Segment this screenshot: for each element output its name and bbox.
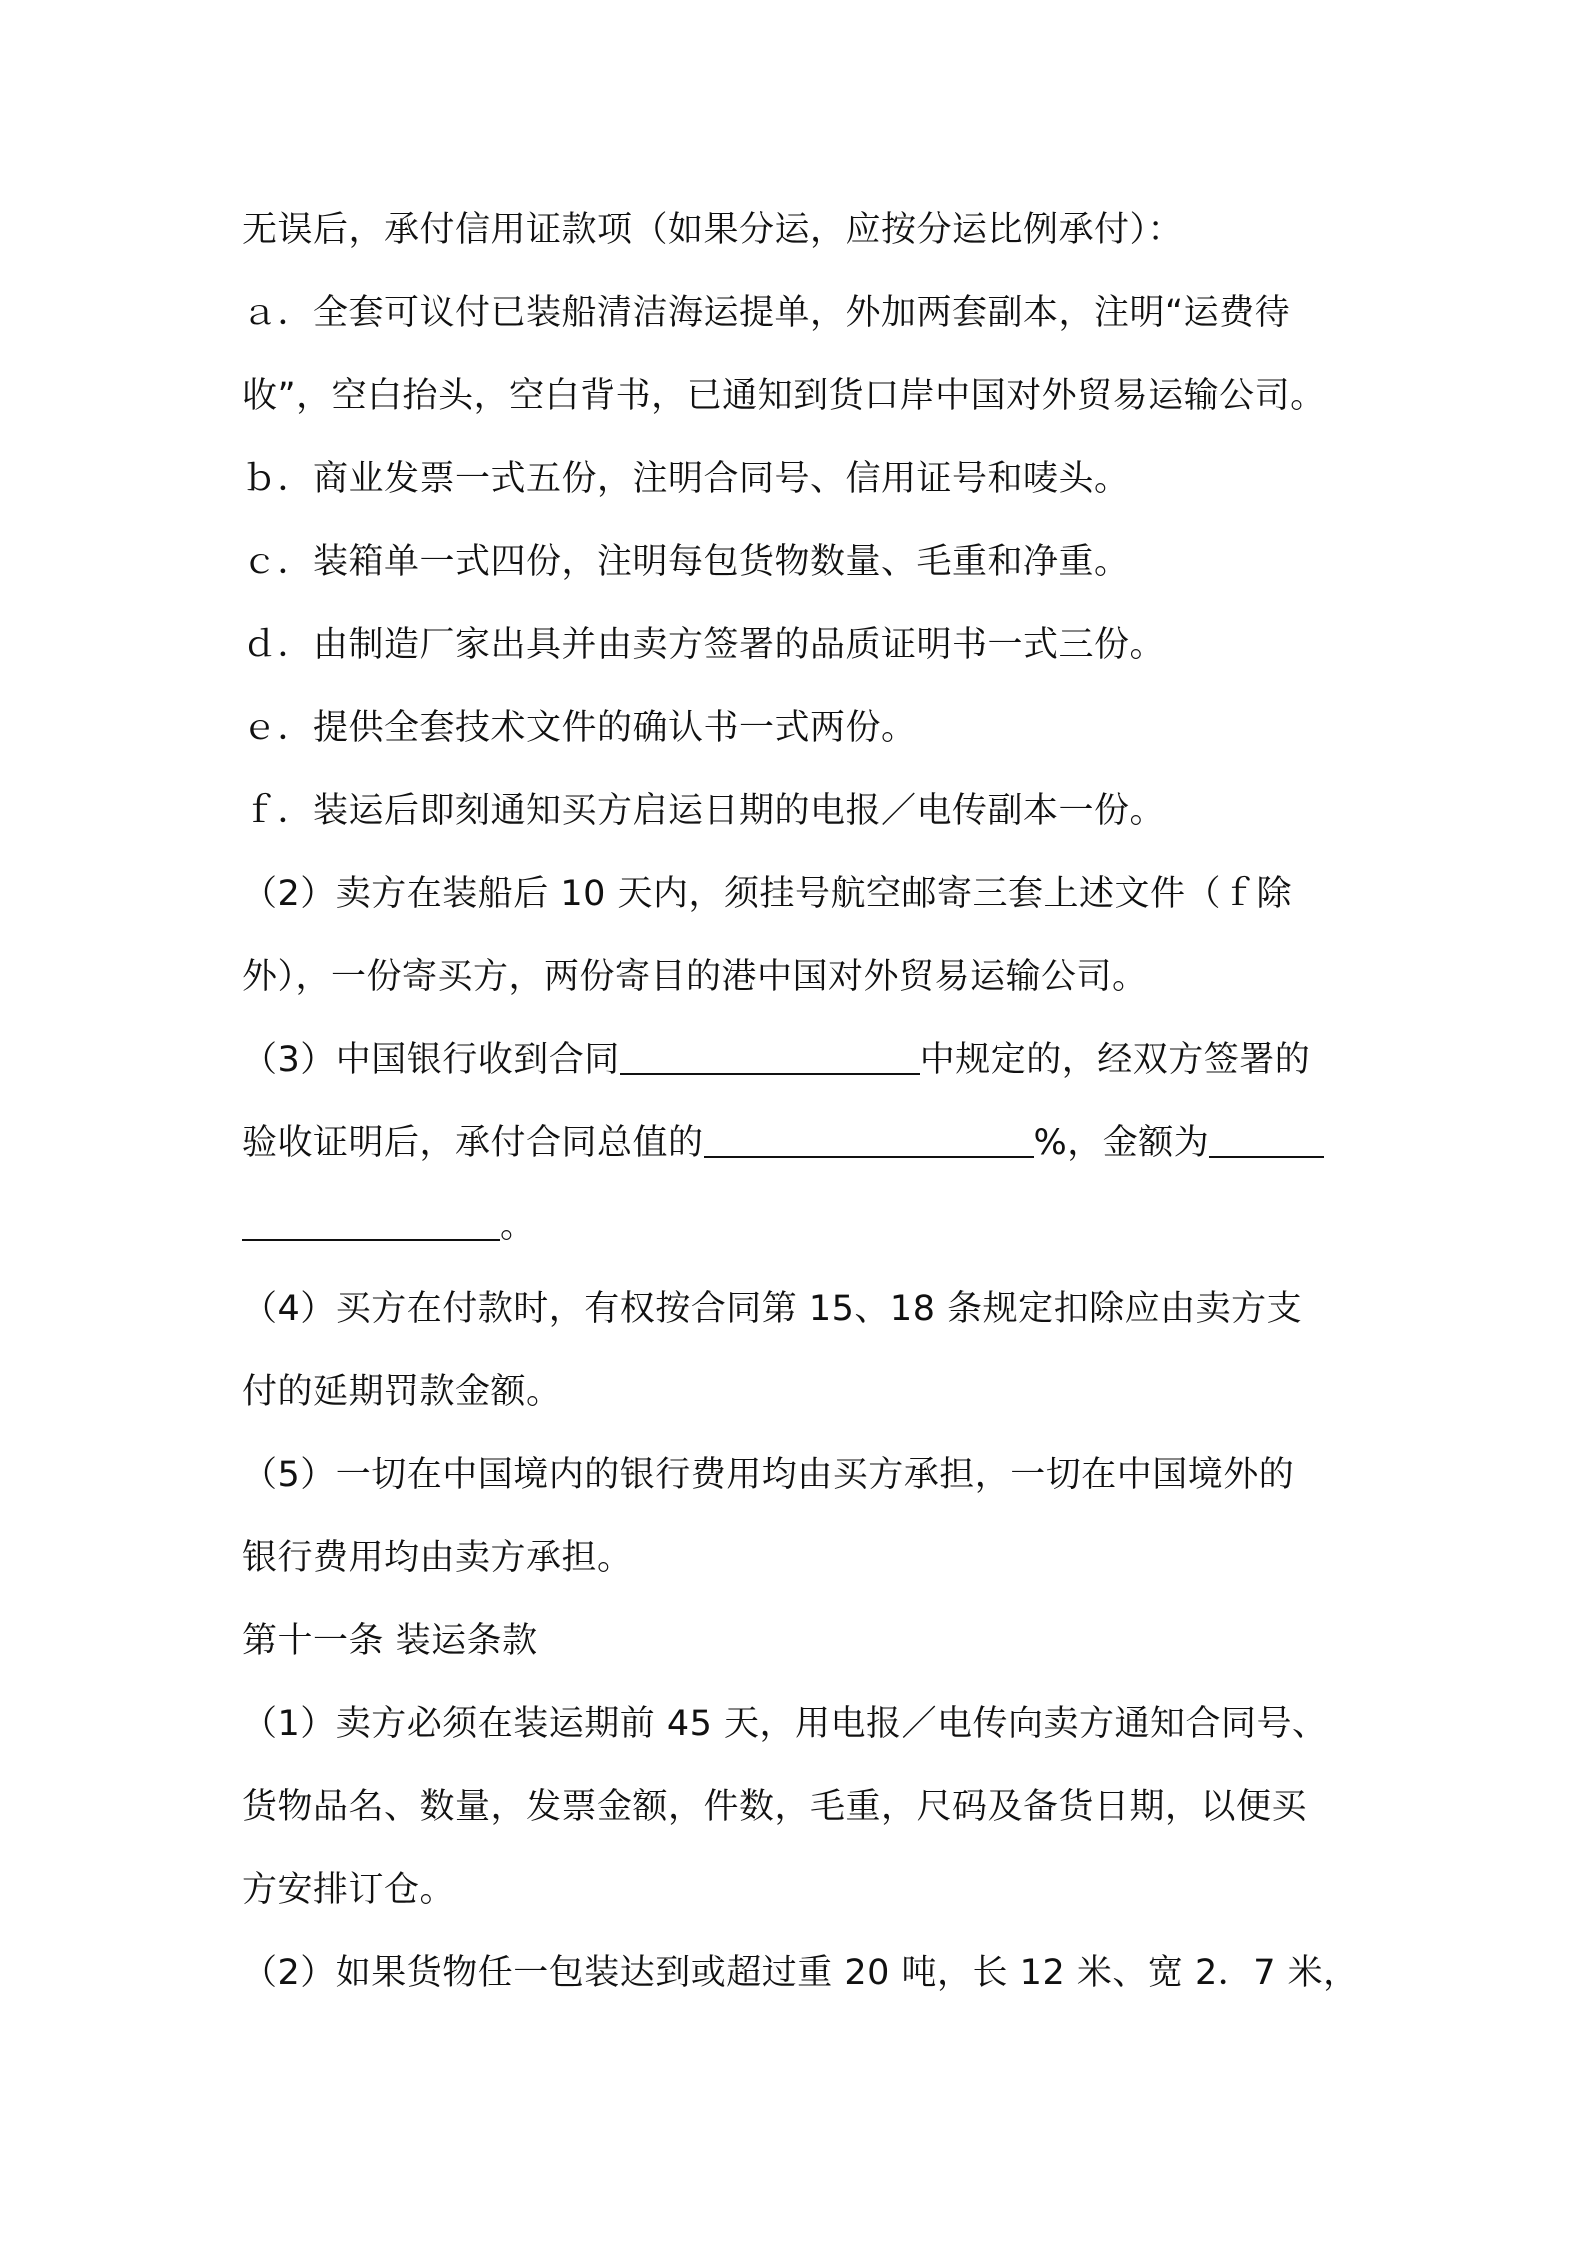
text-line: ｅ．提供全套技术文件的确认书一式两份。 [242,708,917,748]
text-line: 银行费用均由卖方承担。 [242,1538,633,1578]
amount-blank-continued [242,1205,500,1241]
clause-3-text: 验收证明后，承付合同总值的 [242,1123,704,1163]
amount-blank [1209,1122,1324,1158]
text-line: ｆ．装运后即刻通知买方启运日期的电报／电传副本一份。 [242,791,1166,831]
text-line: （1）卖方必须在装运期前 45 天，用电报／电传向卖方通知合同号、 [242,1704,1328,1744]
text-line: 收”，空白抬头，空白背书，已通知到货口岸中国对外贸易运输公司。 [242,376,1326,416]
text-line: （4）买方在付款时，有权按合同第 15、18 条规定扣除应由卖方支 [242,1289,1303,1329]
clause-3-line-2 [242,1118,1324,1168]
text-line: 外），一份寄买方，两份寄目的港中国对外贸易运输公司。 [242,957,1148,997]
text-line: （5）一切在中国境内的银行费用均由买方承担，一切在中国境外的 [242,1455,1295,1495]
contract-number-blank [620,1039,920,1075]
percentage-blank [704,1122,1034,1158]
text-line: 付的延期罚款金额。 [242,1372,562,1412]
text-line: ａ．全套可议付已装船清洁海运提单，外加两套副本，注明“运费待 [242,293,1291,333]
clause-3-text: %，金额为 [1033,1123,1210,1163]
text-line: ｄ．由制造厂家出具并由卖方签署的品质证明书一式三份。 [242,625,1166,665]
clause-3-text: 。 [500,1206,536,1246]
text-line: ｂ．商业发票一式五份，注明合同号、信用证号和唛头。 [242,459,1130,499]
clause-3-text: 中规定的，经双方签署的 [919,1040,1311,1080]
text-line: （2）卖方在装船后 10 天内，须挂号航空邮寄三套上述文件（ｆ除 [242,874,1293,914]
text-line: （2）如果货物任一包装达到或超过重 20 吨，长 12 米、宽 2．7 米， [242,1953,1359,1993]
clause-3-line-3 [242,1201,536,1251]
clause-3-line-1 [242,1035,1310,1085]
clause-3-text: （3）中国银行收到合同 [242,1040,620,1080]
text-line: 方安排订仓。 [242,1870,456,1910]
text-line: ｃ．装箱单一式四份，注明每包货物数量、毛重和净重。 [242,542,1130,582]
text-line: 货物品名、数量，发票金额，件数，毛重，尺码及备货日期，以便买 [242,1787,1308,1827]
section-heading: 第十一条 装运条款 [242,1621,538,1661]
text-line: 无误后，承付信用证款项（如果分运，应按分运比例承付）： [242,210,1184,250]
